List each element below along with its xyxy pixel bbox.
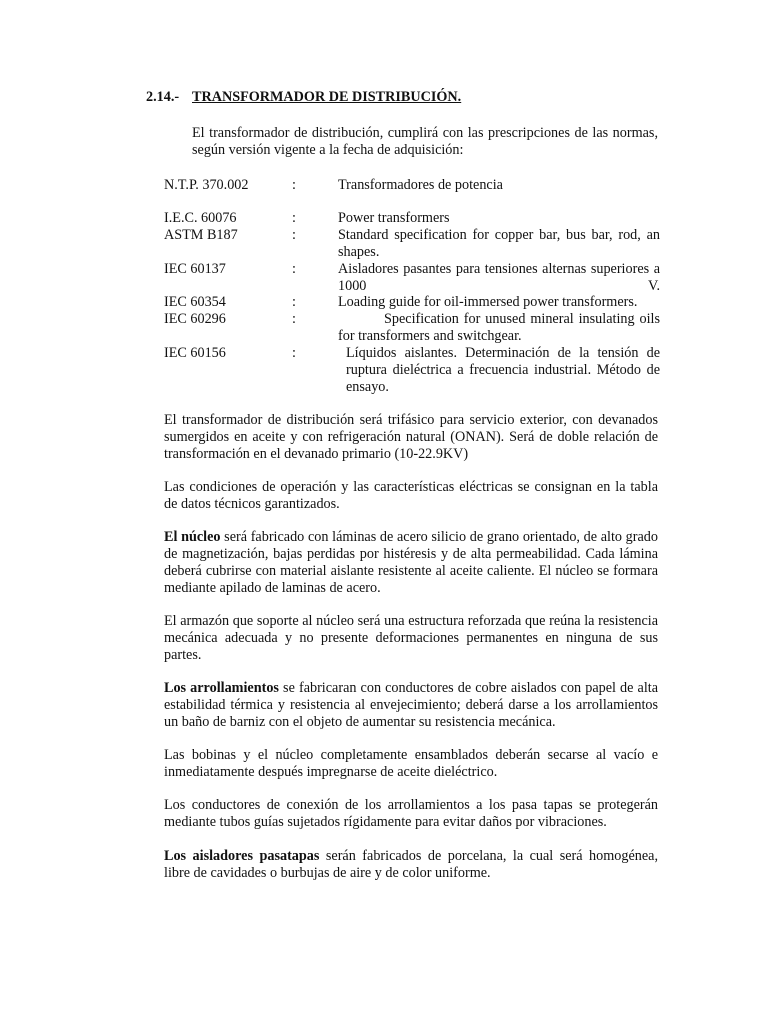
standard-description: Power transformers [338, 210, 450, 226]
standard-code: IEC 60296 [164, 311, 226, 327]
standard-description: Líquidos aislantes. Determinación de la tensión de ruptura dieléctrica a frecuencia industrial. Método de ensayo. [346, 345, 660, 395]
standard-code: I.E.C. 60076 [164, 210, 237, 226]
section-number: 2.14.- [146, 89, 180, 105]
paragraph-text: se fabricaran con conductores de cobre aislados con papel de alta estabilidad térmica y resistencia al envejecimiento; deberá darse a los arrollamientos un baño de barniz con el objeto de aumentar su resistencia mecánica. [164, 680, 658, 730]
standard-code: IEC 60137 [164, 261, 226, 277]
standard-code: N.T.P. 370.002 [164, 177, 249, 193]
standard-separator: : [292, 177, 296, 193]
standard-description: Specification for unused mineral insulating oils for transformers and switchgear. [338, 311, 660, 344]
core-paragraph [164, 529, 658, 597]
paragraph-text: serán fabricados de porcelana, la cual será homogénea, libre de cavidades o burbujas de aire y de color uniforme. [164, 848, 658, 881]
paragraph-lead: El núcleo [164, 529, 221, 545]
standard-separator: : [292, 345, 296, 361]
paragraph-lead: Los arrollamientos [164, 680, 279, 696]
standard-description: Standard specification for copper bar, bus bar, rod, an shapes. [338, 227, 660, 260]
standard-separator: : [292, 294, 296, 310]
standard-separator: : [292, 261, 296, 277]
standard-code: ASTM B187 [164, 227, 238, 243]
bushings-paragraph [164, 848, 658, 882]
body-paragraph: Las condiciones de operación y las características eléctricas se consignan en la tabla de datos técnicos garantizados. [164, 479, 658, 512]
body-paragraph: Las bobinas y el núcleo completamente ensamblados deberán secarse al vacío e inmediatamente después impregnarse de aceite dieléctrico. [164, 747, 658, 780]
body-paragraph: El transformador de distribución será trifásico para servicio exterior, con devanados sumergidos en aceite y con refrigeración natural (ONAN). Será de doble relación de transformación en el devanado primario (10-22.9KV) [164, 412, 658, 462]
body-paragraph: El armazón que soporte al núcleo será una estructura reforzada que reúna la resistencia mecánica adecuada y no presente deformaciones permanentes en ninguna de sus partes. [164, 613, 658, 663]
standard-code: IEC 60156 [164, 345, 226, 361]
windings-paragraph [164, 680, 658, 731]
paragraph-text: será fabricado con láminas de acero silicio de grano orientado, de alto grado de magnetización, bajas perdidas por histéresis y de alta permeabilidad. Cada lámina deberá cubrirse con material aislante resistente al aceite caliente. El núcleo se formara mediante apilado de laminas de acero. [164, 529, 658, 596]
section-heading [146, 89, 461, 106]
standard-separator: : [292, 227, 296, 243]
standard-separator: : [292, 311, 296, 327]
standard-description: Transformadores de potencia [338, 177, 503, 193]
standard-separator: : [292, 210, 296, 226]
standard-code: IEC 60354 [164, 294, 226, 310]
intro-paragraph: El transformador de distribución, cumplirá con las prescripciones de las normas, según versión vigente a la fecha de adquisición: [192, 125, 658, 158]
standard-description: Loading guide for oil-immersed power transformers. [338, 294, 638, 310]
section-title: TRANSFORMADOR DE DISTRIBUCIÓN. [192, 89, 462, 105]
body-paragraph: Los conductores de conexión de los arrollamientos a los pasa tapas se protegerán mediante tubos guías sujetados rígidamente para evitar daños por vibraciones. [164, 797, 658, 830]
paragraph-lead: Los aisladores pasatapas [164, 848, 320, 864]
standard-description: Aisladores pasantes para tensiones alternas superiores a 1000 V. [338, 261, 660, 294]
